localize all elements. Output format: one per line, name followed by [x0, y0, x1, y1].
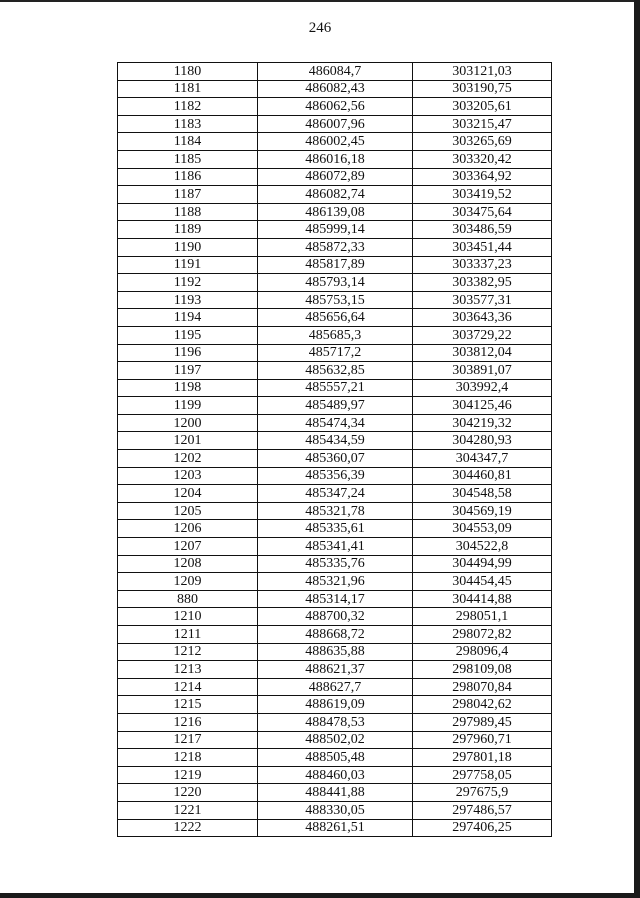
y-coordinate-cell: 303812,04	[413, 344, 552, 362]
y-coordinate-cell: 304347,7	[413, 450, 552, 468]
y-coordinate-cell: 304280,93	[413, 432, 552, 450]
y-coordinate-cell: 304522,8	[413, 538, 552, 556]
point-number-cell: 880	[118, 590, 258, 608]
x-coordinate-cell: 485474,34	[258, 414, 413, 432]
point-number-cell: 1203	[118, 467, 258, 485]
point-number-cell: 1209	[118, 573, 258, 591]
x-coordinate-cell: 486139,08	[258, 203, 413, 221]
x-coordinate-cell: 485356,39	[258, 467, 413, 485]
y-coordinate-cell: 304569,19	[413, 502, 552, 520]
table-row	[118, 326, 552, 344]
x-coordinate-cell: 485817,89	[258, 256, 413, 274]
y-coordinate-cell: 304454,45	[413, 573, 552, 591]
point-number-cell: 1216	[118, 713, 258, 731]
point-number-cell: 1187	[118, 186, 258, 204]
point-number-cell: 1218	[118, 749, 258, 767]
y-coordinate-cell: 304548,58	[413, 485, 552, 503]
point-number-cell: 1193	[118, 291, 258, 309]
x-coordinate-cell: 486084,7	[258, 63, 413, 81]
point-number-cell: 1210	[118, 608, 258, 626]
x-coordinate-cell: 486062,56	[258, 98, 413, 116]
table-row	[118, 502, 552, 520]
x-coordinate-cell: 485347,24	[258, 485, 413, 503]
y-coordinate-cell: 304125,46	[413, 397, 552, 415]
x-coordinate-cell: 486007,96	[258, 115, 413, 133]
table-row	[118, 344, 552, 362]
x-coordinate-cell: 485999,14	[258, 221, 413, 239]
x-coordinate-cell: 485360,07	[258, 450, 413, 468]
x-coordinate-cell: 488261,51	[258, 819, 413, 837]
table-row	[118, 80, 552, 98]
point-number-cell: 1222	[118, 819, 258, 837]
y-coordinate-cell: 304553,09	[413, 520, 552, 538]
table-row	[118, 63, 552, 81]
table-row	[118, 256, 552, 274]
table-row	[118, 626, 552, 644]
point-number-cell: 1211	[118, 626, 258, 644]
table-row	[118, 168, 552, 186]
point-number-cell: 1202	[118, 450, 258, 468]
x-coordinate-cell: 488502,02	[258, 731, 413, 749]
table-row	[118, 150, 552, 168]
table-row	[118, 696, 552, 714]
x-coordinate-cell: 485434,59	[258, 432, 413, 450]
table-row	[118, 432, 552, 450]
y-coordinate-cell: 303215,47	[413, 115, 552, 133]
point-number-cell: 1191	[118, 256, 258, 274]
point-number-cell: 1190	[118, 238, 258, 256]
point-number-cell: 1188	[118, 203, 258, 221]
y-coordinate-cell: 303475,64	[413, 203, 552, 221]
table-row	[118, 661, 552, 679]
table-row	[118, 450, 552, 468]
y-coordinate-cell: 303190,75	[413, 80, 552, 98]
point-number-cell: 1183	[118, 115, 258, 133]
y-coordinate-cell: 297989,45	[413, 713, 552, 731]
y-coordinate-cell: 304460,81	[413, 467, 552, 485]
scan-edge-bottom	[0, 893, 640, 898]
y-coordinate-cell: 303364,92	[413, 168, 552, 186]
x-coordinate-cell: 485793,14	[258, 274, 413, 292]
x-coordinate-cell: 485632,85	[258, 362, 413, 380]
table-row	[118, 414, 552, 432]
y-coordinate-cell: 303992,4	[413, 379, 552, 397]
point-number-cell: 1200	[118, 414, 258, 432]
x-coordinate-cell: 485335,61	[258, 520, 413, 538]
point-number-cell: 1217	[118, 731, 258, 749]
y-coordinate-cell: 303729,22	[413, 326, 552, 344]
table-row	[118, 467, 552, 485]
point-number-cell: 1212	[118, 643, 258, 661]
table-row	[118, 379, 552, 397]
point-number-cell: 1214	[118, 678, 258, 696]
y-coordinate-cell: 298096,4	[413, 643, 552, 661]
x-coordinate-cell: 485489,97	[258, 397, 413, 415]
y-coordinate-cell: 303577,31	[413, 291, 552, 309]
x-coordinate-cell: 485314,17	[258, 590, 413, 608]
point-number-cell: 1219	[118, 766, 258, 784]
table-row	[118, 801, 552, 819]
point-number-cell: 1196	[118, 344, 258, 362]
x-coordinate-cell: 485341,41	[258, 538, 413, 556]
x-coordinate-cell: 488460,03	[258, 766, 413, 784]
table-row	[118, 608, 552, 626]
table-row	[118, 643, 552, 661]
point-number-cell: 1181	[118, 80, 258, 98]
x-coordinate-cell: 485717,2	[258, 344, 413, 362]
point-number-cell: 1201	[118, 432, 258, 450]
table-row	[118, 203, 552, 221]
point-number-cell: 1185	[118, 150, 258, 168]
y-coordinate-cell: 303451,44	[413, 238, 552, 256]
y-coordinate-cell: 303320,42	[413, 150, 552, 168]
scan-edge-right	[634, 0, 640, 898]
y-coordinate-cell: 298051,1	[413, 608, 552, 626]
y-coordinate-cell: 303265,69	[413, 133, 552, 151]
x-coordinate-cell: 488441,88	[258, 784, 413, 802]
point-number-cell: 1213	[118, 661, 258, 679]
y-coordinate-cell: 303337,23	[413, 256, 552, 274]
x-coordinate-cell: 485753,15	[258, 291, 413, 309]
x-coordinate-cell: 486002,45	[258, 133, 413, 151]
point-number-cell: 1220	[118, 784, 258, 802]
x-coordinate-cell: 488627,7	[258, 678, 413, 696]
table-row	[118, 397, 552, 415]
point-number-cell: 1189	[118, 221, 258, 239]
y-coordinate-cell: 304494,99	[413, 555, 552, 573]
y-coordinate-cell: 297801,18	[413, 749, 552, 767]
table-row	[118, 678, 552, 696]
table-row	[118, 309, 552, 327]
y-coordinate-cell: 303891,07	[413, 362, 552, 380]
x-coordinate-cell: 488700,32	[258, 608, 413, 626]
x-coordinate-cell: 485685,3	[258, 326, 413, 344]
x-coordinate-cell: 486016,18	[258, 150, 413, 168]
y-coordinate-cell: 298072,82	[413, 626, 552, 644]
point-number-cell: 1207	[118, 538, 258, 556]
y-coordinate-cell: 304219,32	[413, 414, 552, 432]
point-number-cell: 1197	[118, 362, 258, 380]
table-row	[118, 590, 552, 608]
point-number-cell: 1182	[118, 98, 258, 116]
point-number-cell: 1204	[118, 485, 258, 503]
y-coordinate-cell: 298109,08	[413, 661, 552, 679]
x-coordinate-cell: 488330,05	[258, 801, 413, 819]
table-row	[118, 520, 552, 538]
x-coordinate-cell: 488668,72	[258, 626, 413, 644]
y-coordinate-cell: 297675,9	[413, 784, 552, 802]
x-coordinate-cell: 485335,76	[258, 555, 413, 573]
table-row	[118, 291, 552, 309]
y-coordinate-cell: 297960,71	[413, 731, 552, 749]
coordinates-table	[117, 62, 552, 837]
x-coordinate-cell: 485872,33	[258, 238, 413, 256]
x-coordinate-cell: 486082,43	[258, 80, 413, 98]
coordinates-table-body	[118, 63, 552, 837]
table-row	[118, 133, 552, 151]
y-coordinate-cell: 303486,59	[413, 221, 552, 239]
point-number-cell: 1221	[118, 801, 258, 819]
point-number-cell: 1198	[118, 379, 258, 397]
x-coordinate-cell: 488635,88	[258, 643, 413, 661]
table-row	[118, 749, 552, 767]
table-row	[118, 766, 552, 784]
y-coordinate-cell: 304414,88	[413, 590, 552, 608]
x-coordinate-cell: 486082,74	[258, 186, 413, 204]
point-number-cell: 1194	[118, 309, 258, 327]
point-number-cell: 1192	[118, 274, 258, 292]
x-coordinate-cell: 488621,37	[258, 661, 413, 679]
table-row	[118, 538, 552, 556]
point-number-cell: 1184	[118, 133, 258, 151]
page-number: 246	[308, 20, 332, 36]
scan-edge-top	[0, 0, 640, 2]
point-number-cell: 1186	[118, 168, 258, 186]
table-row	[118, 98, 552, 116]
table-row	[118, 238, 552, 256]
x-coordinate-cell: 485321,78	[258, 502, 413, 520]
table-row	[118, 713, 552, 731]
y-coordinate-cell: 303205,61	[413, 98, 552, 116]
x-coordinate-cell: 488478,53	[258, 713, 413, 731]
table-row	[118, 362, 552, 380]
x-coordinate-cell: 485557,21	[258, 379, 413, 397]
point-number-cell: 1180	[118, 63, 258, 81]
table-row	[118, 784, 552, 802]
table-row	[118, 819, 552, 837]
table-row	[118, 555, 552, 573]
table-row	[118, 115, 552, 133]
point-number-cell: 1199	[118, 397, 258, 415]
table-row	[118, 485, 552, 503]
y-coordinate-cell: 303419,52	[413, 186, 552, 204]
x-coordinate-cell: 485656,64	[258, 309, 413, 327]
y-coordinate-cell: 297486,57	[413, 801, 552, 819]
x-coordinate-cell: 488619,09	[258, 696, 413, 714]
table-row	[118, 573, 552, 591]
x-coordinate-cell: 485321,96	[258, 573, 413, 591]
y-coordinate-cell: 297758,05	[413, 766, 552, 784]
y-coordinate-cell: 298042,62	[413, 696, 552, 714]
table-row	[118, 274, 552, 292]
point-number-cell: 1208	[118, 555, 258, 573]
point-number-cell: 1195	[118, 326, 258, 344]
x-coordinate-cell: 488505,48	[258, 749, 413, 767]
y-coordinate-cell: 298070,84	[413, 678, 552, 696]
x-coordinate-cell: 486072,89	[258, 168, 413, 186]
table-row	[118, 221, 552, 239]
point-number-cell: 1215	[118, 696, 258, 714]
y-coordinate-cell: 303121,03	[413, 63, 552, 81]
table-row	[118, 731, 552, 749]
y-coordinate-cell: 303643,36	[413, 309, 552, 327]
y-coordinate-cell: 303382,95	[413, 274, 552, 292]
point-number-cell: 1205	[118, 502, 258, 520]
table-row	[118, 186, 552, 204]
point-number-cell: 1206	[118, 520, 258, 538]
y-coordinate-cell: 297406,25	[413, 819, 552, 837]
